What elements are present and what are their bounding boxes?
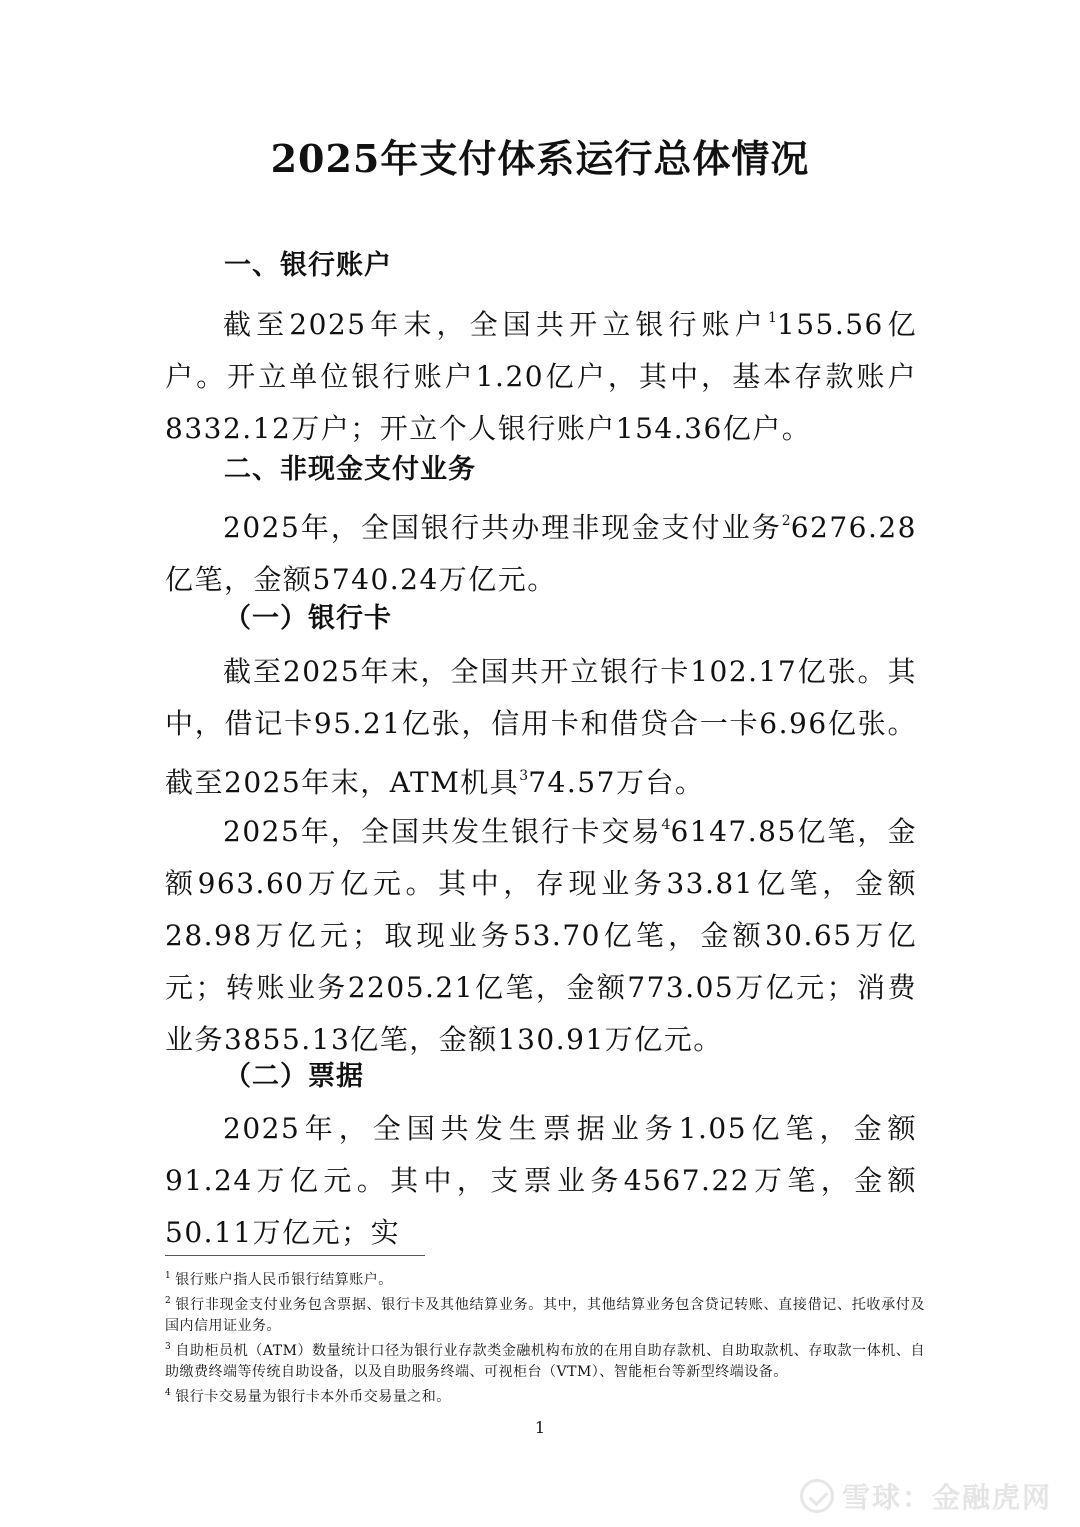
section-heading-bank-accounts: 一、银行账户 <box>224 250 392 281</box>
footnote-ref-2: 2 <box>781 513 791 529</box>
footnote-text: 自助柜员机（ATM）数量统计口径为银行业存款类金融机构布放的在用自助存款机、自助取款机、存取款一体机、自助缴费终端等传统自助设备，以及自助服务终端、可视柜台（VTM）、智能柜台等新型终端设备。 <box>165 1343 925 1380</box>
subsection-heading-bills: （二）票据 <box>224 1061 364 1092</box>
footnote-number: 1 <box>165 1271 172 1281</box>
footnote-text: 银行卡交易量为银行卡本外币交易量之和。 <box>175 1389 451 1405</box>
page-title: 2025年支付体系运行总体情况 <box>270 136 810 181</box>
footnote-2 <box>165 1291 925 1337</box>
paragraph-text: 2025年，全国银行共办理非现金支付业务 <box>223 511 782 544</box>
footnote-4 <box>165 1383 925 1408</box>
paragraph-bank-accounts <box>165 292 917 455</box>
paragraph-non-cash <box>165 495 917 606</box>
paragraph-text: 6276.28亿笔，金额5740.24万亿元。 <box>165 511 917 596</box>
watermark <box>800 1476 1052 1516</box>
footnote-text: 银行账户指人民币银行结算账户。 <box>175 1272 393 1288</box>
paragraph-text: 155.56亿户。开立单位银行账户1.20亿户，其中，基本存款账户8332.12万户；开立个人银行账户154.36亿户。 <box>165 308 917 445</box>
paragraph-bank-cards-1 <box>165 646 917 809</box>
footnote-number: 3 <box>165 1342 172 1352</box>
footnote-1 <box>165 1266 925 1291</box>
footnote-text: 银行非现金支付业务包含票据、银行卡及其他结算业务。其中，其他结算业务包含贷记转账、直接借记、托收承付及国内信用证业务。 <box>165 1297 925 1334</box>
paragraph-text: 2025年，全国共发生银行卡交易 <box>223 815 662 848</box>
paragraph-text: 截至2025年末，全国共开立银行账户 <box>223 308 768 341</box>
footnote-ref-1: 1 <box>767 310 777 326</box>
paragraph-bank-cards-2 <box>165 799 917 1066</box>
footnote-ref-3: 3 <box>519 768 529 784</box>
footnote-number: 2 <box>165 1296 172 1306</box>
footnote-3 <box>165 1337 925 1383</box>
footnotes <box>165 1266 925 1408</box>
subsection-heading-bank-cards: （一）银行卡 <box>224 603 392 634</box>
footnote-ref-4: 4 <box>661 817 671 833</box>
paragraph-bills: 2025年，全国共发生票据业务1.05亿笔，金额91.24万亿元。其中，支票业务4567.22万笔，金额50.11万亿元；实 <box>165 1112 917 1249</box>
paragraph-text: 截至2025年末，全国共开立银行卡102.17亿张。其中，借记卡95.21亿张，信用卡和借贷合一卡6.96亿张。截至2025年末，ATM机具 <box>165 655 917 799</box>
footnote-divider <box>165 1255 425 1256</box>
page-number: 1 <box>534 1418 546 1437</box>
watermark-text: 雪球：金融虎网 <box>841 1481 1052 1514</box>
paragraph-text: 6147.85亿笔，金额963.60万亿元。其中，存现业务33.81亿笔，金额28.98万亿元；取现业务53.70亿笔，金额30.65万亿元；转账业务2205.21亿笔，金额773.05万亿元；消费业务3855.13亿笔，金额130.91万亿元。 <box>165 815 917 1056</box>
footnote-number: 4 <box>165 1388 172 1398</box>
xueqiu-logo-icon <box>800 1479 834 1513</box>
section-heading-non-cash: 二、非现金支付业务 <box>224 454 476 485</box>
paragraph-text: 74.57万台。 <box>528 766 705 799</box>
